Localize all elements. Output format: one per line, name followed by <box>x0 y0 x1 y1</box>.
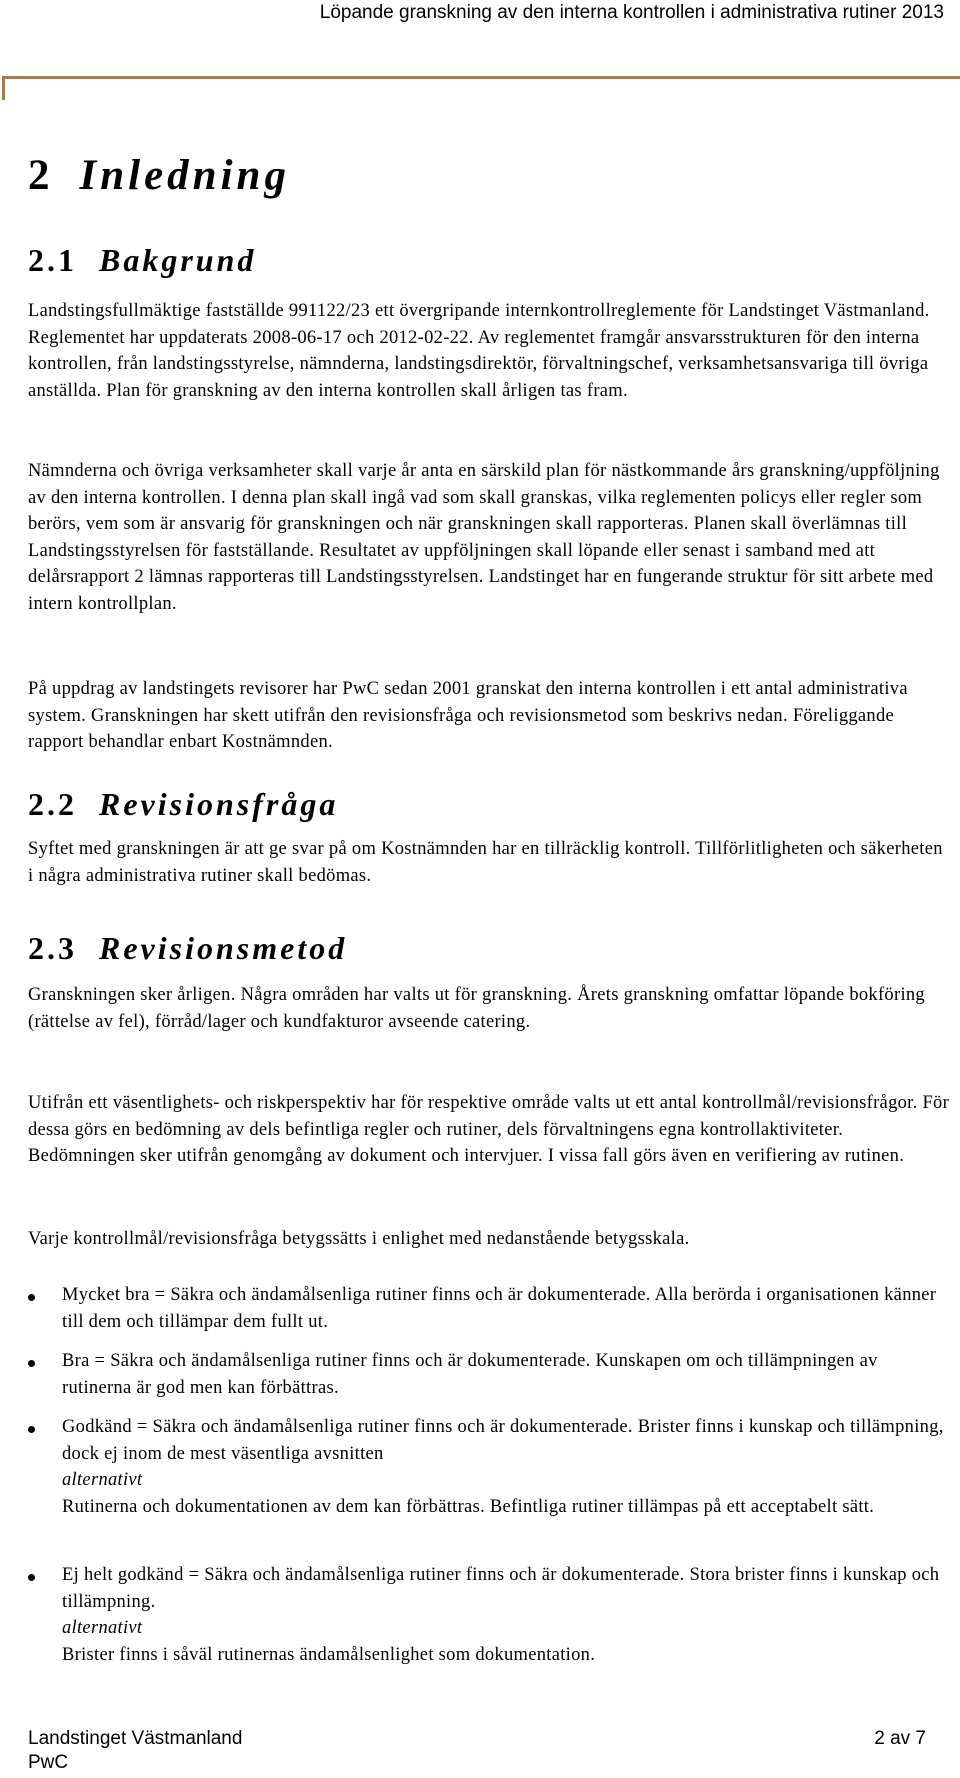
paragraph: Syftet med granskningen är att ge svar på om Kostnämnden har en tillräcklig kontroll. Tillförlitligheten och säkerheten i några administrativa rutiner skall bedömas. <box>28 839 943 886</box>
paragraph: Nämnderna och övriga verksamheter skall varje år anta en särskild plan för nästkommande års granskning/uppföljning av den interna kontrollen. I denna plan skall ingå vad som skall granskas, vilka reglementen policys eller regler som berörs, vem som är ansvarig för granskningen och när granskningen skall rapporteras. Planen skall överlämnas till Landstingsstyrelsen för fastställande. Resultatet av uppföljningen skall löpande eller senast i samband med att delårsrapport 2 lämnas rapporteras till Landstingsstyrelsen. Landstinget har en fungerande struktur för sitt arbete med intern kontrollplan. <box>28 461 940 614</box>
section-number: 2.2 <box>28 786 77 822</box>
chapter-heading <box>28 154 290 197</box>
bullet-text: Bra = Säkra och ändamålsenliga rutiner finns och är dokumenterade. Kunskapen om och tillämpningen av rutinerna är god men kan förbättras. <box>62 1351 878 1398</box>
paragraph: Granskningen sker årligen. Några områden har valts ut för granskning. Årets granskning omfattar löpande bokföring (rättelse av fel), förråd/lager och kundfakturor avseende catering. <box>28 985 925 1032</box>
bullet-alternative-label: alternativt <box>62 1470 143 1490</box>
section-title: Bakgrund <box>99 242 257 278</box>
list-item <box>28 1562 950 1668</box>
section-heading-bakgrund <box>28 244 256 276</box>
bullet-text: Godkänd = Säkra och ändamålsenliga rutiner finns och är dokumenterade. Brister finns i kunskap och tillämpning, dock ej inom de mest väsentliga avsnitten <box>62 1417 944 1464</box>
bullet-alternative-text: Brister finns i såväl rutinernas ändamålsenlighet som dokumentation. <box>62 1644 596 1665</box>
chapter-title: Inledning <box>79 152 290 199</box>
list-item <box>28 1348 950 1401</box>
footer-organization: Landstinget Västmanland <box>28 1728 243 1749</box>
list-item <box>28 1414 950 1520</box>
section-number: 2.3 <box>28 930 77 966</box>
running-header-title: Löpande granskning av den interna kontrollen i administrativa rutiner 2013 <box>319 2 944 23</box>
bullet-icon <box>28 1426 35 1433</box>
bullet-text: Mycket bra = Säkra och ändamålsenliga rutiner finns och är dokumenterade. Alla berörda i organisationen känner till dem och tillämpar dem fullt ut. <box>62 1285 937 1332</box>
paragraph: Varje kontrollmål/revisionsfråga betygssätts i enlighet med nedanstående betygsskala. <box>28 1229 690 1249</box>
section-title: Revisionsmetod <box>99 930 348 966</box>
header-rule <box>2 76 960 79</box>
section-title: Revisionsfråga <box>99 786 339 822</box>
bullet-alternative-label: alternativt <box>62 1618 143 1638</box>
paragraph: Utifrån ett väsentlighets- och riskperspektiv har för respektive område valts ut ett antal kontrollmål/revisionsfrågor. För dessa görs en bedömning av dels befintliga regler och rutiner, dels förvaltningens egna kontrollaktiviteter. Bedömningen sker utifrån genomgång av dokument och intervjuer. I vissa fall görs även en verifiering av rutinen. <box>28 1093 950 1166</box>
bullet-text: Ej helt godkänd = Säkra och ändamålsenliga rutiner finns och är dokumenterade. Stora brister finns i kunskap och tillämpning. <box>62 1565 940 1612</box>
paragraph: Landstingsfullmäktige fastställde 991122/23 ett övergripande internkontrollreglemente för Landstinget Västmanland. Reglementet har uppdaterats 2008-06-17 och 2012-02-22. Av reglementet framgår ansvarsstrukturen för den interna kontrollen, från landstingsstyrelse, nämnderna, landstingsdirektör, förvaltningschef, verksamhetsansvariga till övriga anställda. Plan för granskning av den interna kontrollen skall årligen tas fram. <box>28 301 930 401</box>
header-rule-corner <box>2 76 5 100</box>
chapter-number: 2 <box>28 152 54 199</box>
footer-company: PwC <box>28 1752 69 1773</box>
bullet-icon <box>28 1574 35 1581</box>
list-item <box>28 1282 950 1335</box>
section-number: 2.1 <box>28 242 77 278</box>
section-heading-revisionsmetod <box>28 932 347 964</box>
bullet-alternative-text: Rutinerna och dokumentationen av dem kan förbättras. Befintliga rutiner tillämpas på ett acceptabelt sätt. <box>62 1496 875 1517</box>
footer-page-number: 2 av 7 <box>874 1728 926 1749</box>
section-heading-revisionsfraga <box>28 788 338 820</box>
bullet-icon <box>28 1294 35 1301</box>
paragraph: På uppdrag av landstingets revisorer har PwC sedan 2001 granskat den interna kontrollen i ett antal administrativa system. Granskningen har skett utifrån den revisionsfråga och revisionsmetod som beskrivs nedan. Föreliggande rapport behandlar enbart Kostnämnden. <box>28 679 908 752</box>
bullet-icon <box>28 1360 35 1367</box>
